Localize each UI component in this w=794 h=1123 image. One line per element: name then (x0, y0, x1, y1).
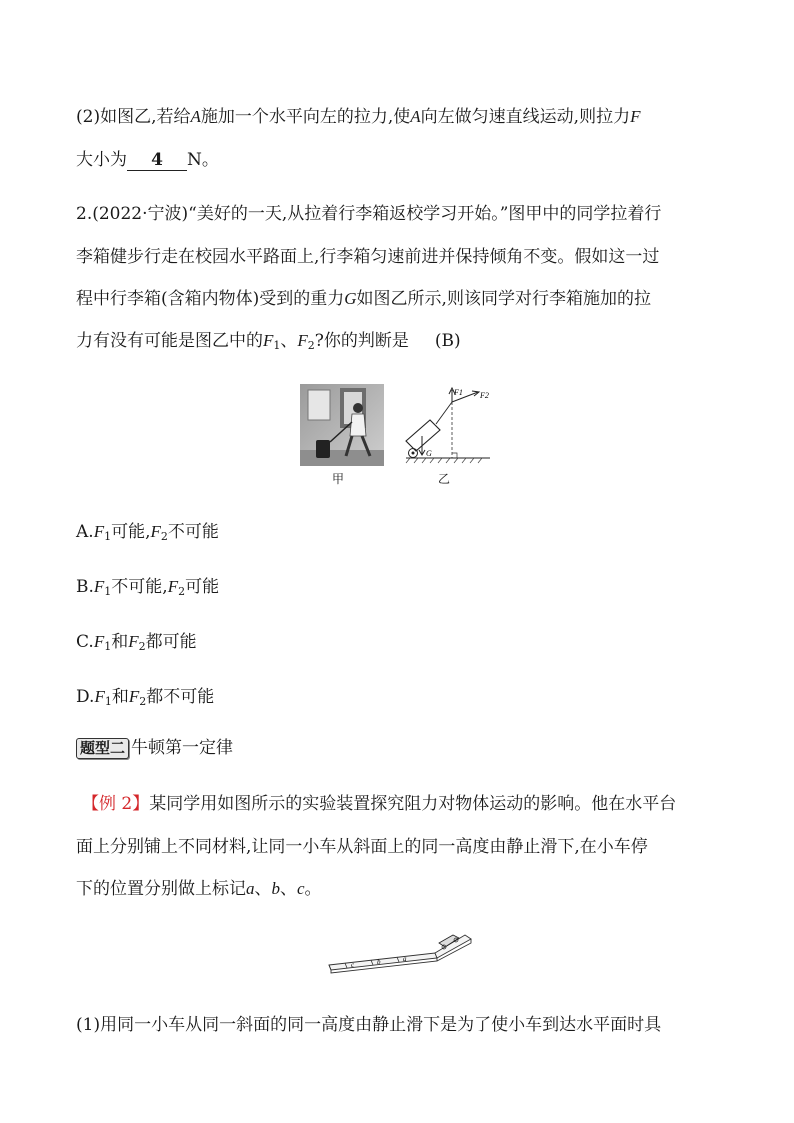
photo-student-with-luggage (300, 384, 384, 466)
q1-part2-line2: 大小为 4 N。 (76, 150, 219, 170)
var-f: F (630, 107, 641, 126)
example-label: 【例 2】 (82, 794, 150, 814)
var-a: A (190, 107, 201, 126)
caption-left: 甲 (332, 472, 345, 486)
incline-experiment-figure (325, 925, 475, 977)
q2-line2: 李箱健步行走在校园水平路面上,行李箱匀速前进并保持倾角不变。假如这一过 (76, 247, 660, 267)
answer-blank: 4 (127, 150, 187, 171)
q2-line3: 程中行李箱(含箱内物体)受到的重力G如图乙所示,则该同学对行李箱施加的拉 (76, 289, 651, 309)
option-d: $D.F_1$和$F_2$都不可能 (76, 687, 215, 708)
section-title: 牛顿第一定律 (131, 738, 234, 758)
q2-line1: 2.(2022·宁波)“美好的一天,从拉着行李箱返校学习开始。”图甲中的同学拉着行 (76, 204, 662, 224)
example2-part1: (1)用同一小车从同一斜面的同一高度由静止滑下是为了使小车到达水平面时具 (76, 1015, 662, 1035)
section-heading (76, 736, 233, 760)
q2-answer: (B) (434, 331, 461, 351)
option-b: $B.F_1$不可能$,F_2$可能 (76, 577, 220, 598)
mark-c-label: c (351, 961, 355, 969)
example2-line1: 【例 2】某同学用如图所示的实验装置探究阻力对物体运动的影响。他在水平台 (82, 794, 677, 814)
option-c: $C.F_1$和$F_2$都可能 (76, 632, 197, 653)
q1-part2-line1: (2)如图乙,若给A施加一个水平向左的拉力,使A向左做匀速直线运动,则拉力F (76, 107, 641, 127)
var-a: A (410, 107, 421, 126)
var-g: G (344, 289, 357, 308)
q2-line4: 力有没有可能是图乙中的$F_1$、$F_2$?你的判断是 (B) (76, 331, 461, 352)
label-f2: F2 (480, 391, 489, 400)
label-f1: F1 (454, 388, 463, 397)
mark-b-label: b (377, 958, 381, 966)
force-diagram (400, 384, 500, 466)
caption-right: 乙 (438, 472, 451, 486)
mark-a-label: a (403, 955, 407, 963)
example2-line3: 下的位置分别做上标记a、b、c。 (76, 879, 322, 899)
label-g: G (426, 449, 432, 458)
option-a: $A.F_1$可能$,F_2$不可能 (76, 522, 219, 543)
section-tag: 题型二 (76, 738, 129, 759)
example2-line2: 面上分别铺上不同材料,让同一小车从斜面上的同一高度由静止滑下,在小车停 (76, 837, 648, 857)
